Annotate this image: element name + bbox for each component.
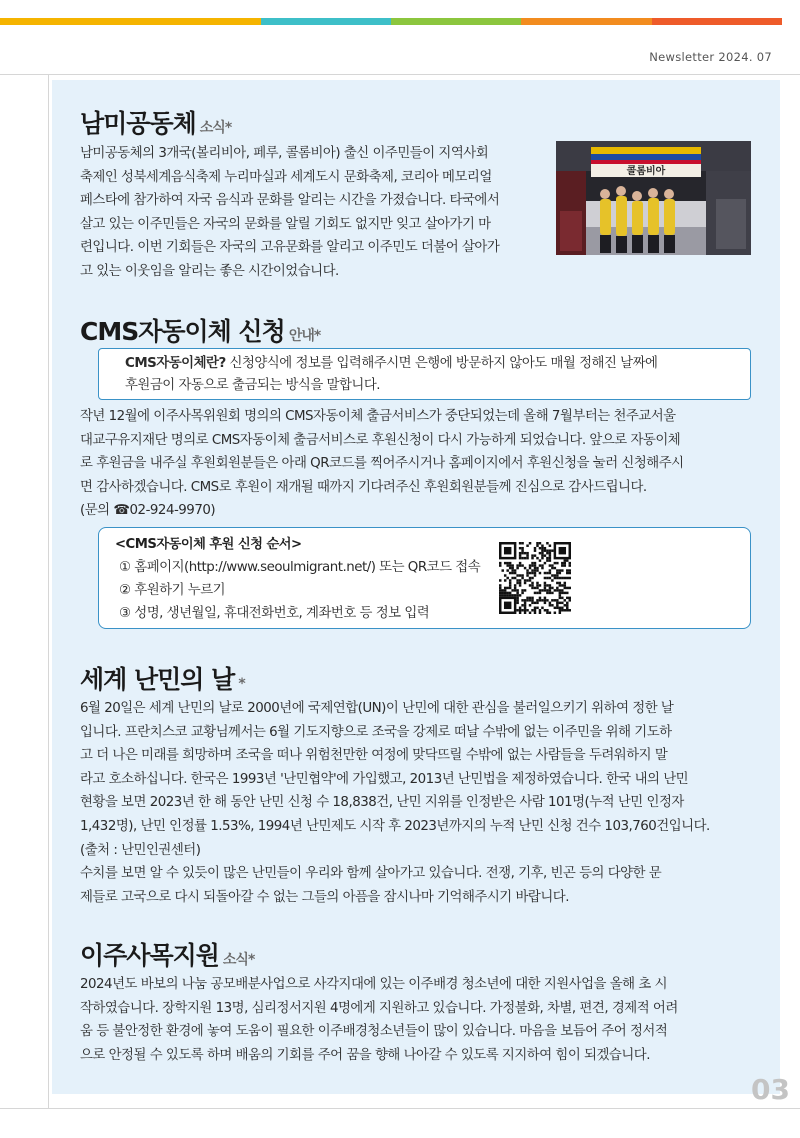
- page-number: 03: [751, 1073, 790, 1106]
- section-body-south-america: 남미공동체의 3개국(볼리비아, 페루, 콜롬비아) 출신 이주민들이 지역사회 축제인 성북세계음식축제 누리마실과 세계도시 문화축제, 코리아 메모리얼 페스타에 참가하여 자국 음식과 문화를 알리는 시간을 가졌습니다. 타국에서 살고 있는 이주민들은 자국의 문화를 알릴 기회도 없지만 잊고 살아가기 마 련입니다. 이번 기회들은 자국의 고유문화를 알리고 이주민도 더불어 살아가 고 있는 이웃임을 알리는 좋은 시간이었습니다.: [80, 146, 500, 279]
- section-body-refugee: 6월 20일은 세계 난민의 날로 2000년에 국제연합(UN)이 난민에 대한 관심을 불러일으키기 위하여 정한 날 입니다. 프란치스코 교황님께서는 6월 기도지향으로 조국을 강제로 떠날 수밖에 없는 이주민을 위해 기도하 고 더 나은 미래를 희망하며 조국을 떠나 위험천만한 여정에 맞닥뜨릴 수밖에 없는 사람들을 두려워하지 말 라고 호소하십니다. 한국은 1993년 '난민협약'에 가입했고, 2013년 난민법을 제정하였습니다. 한국 내의 난민 현황을 보면 2023년 한 해 동안 난민 신청 수 18,838건, 난민 지위를 인정받은 사람 101명(누적 난민 인정자 1,432명), 난민 인정률 1.53%, 1994년 난민제도 시작 후 2023년까지의 누적 난민 신청 건수 103,760건입니다. (출처 : 난민인권센터) 수치를 보면 알 수 있듯이 많은 난민들이 우리와 함께 살아가고 있습니다. 전쟁, 기후, 빈곤 등의 다양한 문 제들로 고국으로 다시 되돌아갈 수 없는 그들의 아픔을 잠시나마 기억해주시기 바랍니다.: [80, 701, 710, 905]
- step-item: ① 홈페이지(http://www.seoulmigrant.net/) 또는 QR코드 접속: [119, 560, 481, 575]
- section-body-cms: 작년 12월에 이주사목위원회 명의의 CMS자동이체 출금서비스가 중단되었는데 올해 7월부터는 천주교서울 대교구유지재단 명의로 CMS자동이체 출금서비스로 후원신청이 다시 가능하게 되었습니다. 앞으로 자동이체 로 후원금을 내주실 후원회원분들은 아래 QR코드를 찍어주시거나 홈페이지에서 후원신청을 눌러 신청해주시 면 감사하겠습니다. CMS로 후원이 재개될 때까지 기다려주신 후원회원분들께 진심으로 감사드립니다. (문의 ☎02-924-9970): [80, 409, 684, 519]
- section-title-south-america: 남미공동체 소식*: [80, 109, 232, 138]
- step-item: ② 후원하기 누르기: [119, 583, 226, 598]
- cms-definition-text: 후원금이 자동으로 출금되는 방식을 말합니다.: [125, 378, 381, 393]
- divider: [0, 1108, 800, 1109]
- section-body-support: 2024년도 바보의 나눔 공모배분사업으로 사각지대에 있는 이주배경 청소년에 대한 지원사업을 올해 초 시 작하였습니다. 장학지원 13명, 심리정서지원 4명에게 지원하고 있습니다. 가정불화, 차별, 편견, 경제적 어려 움 등 불안정한 환경에 놓여 도움이 필요한 이주배경청소년들이 많이 있습니다. 마음을 보듬어 주어 정서적 으로 안정될 수 있도록 하며 배움의 기회를 주어 꿈을 향해 나아갈 수 있도록 지지하여 힘이 되겠습니다.: [80, 977, 678, 1063]
- steps-title: <CMS자동이체 후원 신청 순서>: [115, 537, 302, 552]
- qr-code-icon[interactable]: [499, 542, 571, 614]
- cms-definition-label: CMS자동이체란?: [125, 356, 226, 371]
- section-title-refugee: 세계 난민의 날 *: [80, 665, 245, 694]
- photo-sign-text: 콜롬비아: [626, 166, 666, 177]
- section-title-support: 이주사목지원 소식*: [80, 941, 255, 970]
- cms-definition-box: [98, 348, 751, 400]
- cms-steps-box: [98, 527, 751, 629]
- color-stripe: [0, 18, 782, 25]
- step-item: ③ 성명, 생년월일, 휴대전화번호, 계좌번호 등 정보 입력: [119, 606, 430, 621]
- cms-definition-text: 신청양식에 정보를 입력해주시면 은행에 방문하지 않아도 매월 정해진 날짜에: [225, 356, 658, 371]
- newsletter-issue: Newsletter 2024. 07: [649, 50, 772, 64]
- festival-photo: [556, 141, 751, 255]
- divider: [0, 74, 800, 75]
- section-title-cms: CMS자동이체 신청 안내*: [80, 317, 321, 346]
- divider: [48, 74, 49, 1108]
